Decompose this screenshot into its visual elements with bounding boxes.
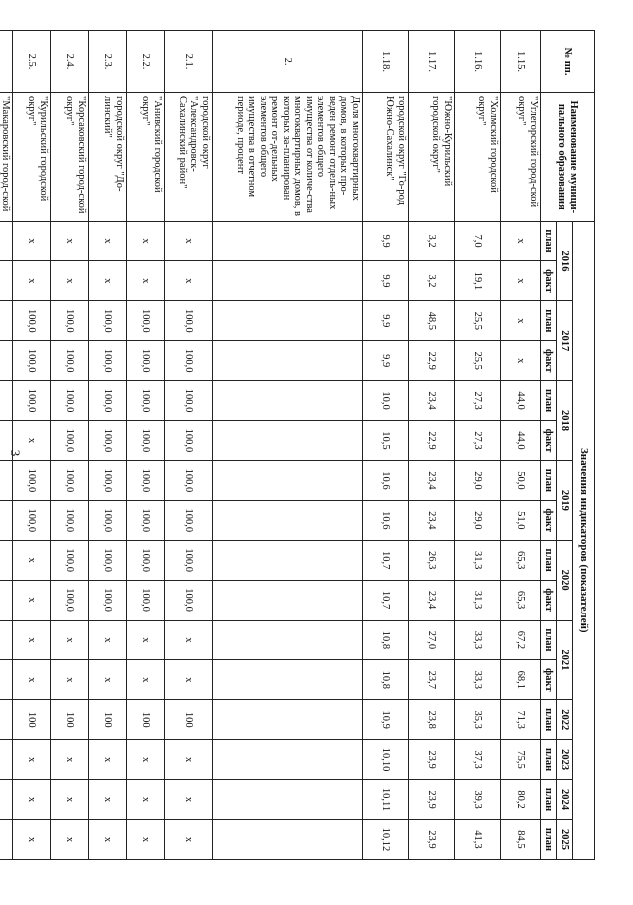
row-name: городской округ "До-линский" bbox=[89, 93, 127, 222]
value-cell: 100,0 bbox=[165, 421, 213, 461]
value-cell bbox=[213, 301, 363, 341]
value-cell: х bbox=[501, 341, 541, 381]
value-cell: 23,4 bbox=[409, 381, 455, 421]
value-cell bbox=[0, 341, 13, 381]
fact-header: факт bbox=[541, 261, 557, 301]
value-cell: х bbox=[127, 620, 165, 660]
value-cell: 10,7 bbox=[363, 540, 409, 580]
year-header: 2019 bbox=[557, 460, 573, 540]
value-cell: 41,3 bbox=[455, 819, 501, 859]
value-cell: 68,1 bbox=[501, 660, 541, 700]
row-name: городской округ "Александровск-Сахалинский район" bbox=[165, 93, 213, 222]
row-number: 1.16. bbox=[455, 31, 501, 93]
value-cell: 22,9 bbox=[409, 421, 455, 461]
year-header: 2016 bbox=[557, 221, 573, 301]
table-row bbox=[165, 31, 213, 860]
year-header: 2017 bbox=[557, 301, 573, 381]
value-cell: х bbox=[51, 221, 89, 261]
value-cell bbox=[213, 620, 363, 660]
plan-header: план bbox=[541, 620, 557, 660]
value-cell: 10,8 bbox=[363, 660, 409, 700]
rotated-table-wrapper bbox=[0, 30, 595, 860]
row-name: "Холмский городской округ" bbox=[455, 93, 501, 222]
value-cell: 7,0 bbox=[455, 221, 501, 261]
plan-header: план bbox=[541, 540, 557, 580]
value-cell: 10,5 bbox=[363, 421, 409, 461]
value-cell: 23,9 bbox=[409, 740, 455, 780]
value-cell: х bbox=[127, 221, 165, 261]
value-cell: 23,8 bbox=[409, 700, 455, 740]
value-cell: х bbox=[165, 660, 213, 700]
value-cell: 100,0 bbox=[89, 580, 127, 620]
row-name: "Анивский городской округ" bbox=[127, 93, 165, 222]
value-cell: 100,0 bbox=[165, 500, 213, 540]
year-header: 2018 bbox=[557, 381, 573, 461]
value-cell: 100,0 bbox=[127, 540, 165, 580]
value-cell: 100 bbox=[165, 700, 213, 740]
row-name: городской округ "Го-род Южно-Сахалинск" bbox=[363, 93, 409, 222]
plan-header: план bbox=[541, 221, 557, 261]
value-cell bbox=[0, 261, 13, 301]
value-cell: 100,0 bbox=[127, 381, 165, 421]
value-cell: х bbox=[13, 580, 51, 620]
table-row bbox=[501, 31, 541, 860]
value-cell: 9,9 bbox=[363, 301, 409, 341]
value-cell: 23,9 bbox=[409, 819, 455, 859]
value-cell: 23,4 bbox=[409, 500, 455, 540]
row-number: 2. bbox=[213, 31, 363, 93]
value-cell: 39,3 bbox=[455, 780, 501, 820]
value-cell: 100,0 bbox=[51, 540, 89, 580]
value-cell: х bbox=[165, 740, 213, 780]
value-cell: 9,9 bbox=[363, 341, 409, 381]
value-cell: 25,5 bbox=[455, 301, 501, 341]
value-cell: 100,0 bbox=[127, 580, 165, 620]
year-header: 2021 bbox=[557, 620, 573, 700]
value-cell: 48,5 bbox=[409, 301, 455, 341]
value-cell: х bbox=[501, 261, 541, 301]
row-number bbox=[0, 31, 13, 93]
table-row bbox=[363, 31, 409, 860]
value-cell: 100,0 bbox=[89, 381, 127, 421]
value-cell: х bbox=[165, 620, 213, 660]
value-cell: 71,3 bbox=[501, 700, 541, 740]
value-cell: х bbox=[501, 301, 541, 341]
value-cell: 100 bbox=[89, 700, 127, 740]
value-cell: 100,0 bbox=[51, 500, 89, 540]
table-row bbox=[89, 31, 127, 860]
table-row bbox=[13, 31, 51, 860]
value-cell: х bbox=[13, 620, 51, 660]
row-name: "Макаровский город-ской bbox=[0, 93, 13, 222]
value-cell bbox=[213, 221, 363, 261]
value-cell: 65,3 bbox=[501, 540, 541, 580]
value-cell: 37,3 bbox=[455, 740, 501, 780]
value-cell bbox=[0, 740, 13, 780]
value-cell: 100,0 bbox=[13, 381, 51, 421]
value-cell bbox=[213, 381, 363, 421]
value-cell bbox=[0, 421, 13, 461]
header-values: Значения индикаторов (показателей) bbox=[573, 221, 595, 859]
value-cell: х bbox=[165, 819, 213, 859]
row-number: 2.1. bbox=[165, 31, 213, 93]
fact-header: факт bbox=[541, 500, 557, 540]
plan-header: план bbox=[541, 301, 557, 341]
value-cell: х bbox=[89, 819, 127, 859]
value-cell bbox=[213, 261, 363, 301]
value-cell bbox=[213, 700, 363, 740]
year-header: 2025 bbox=[557, 819, 573, 859]
value-cell: 100,0 bbox=[89, 341, 127, 381]
table-row bbox=[213, 31, 363, 860]
value-cell: 100,0 bbox=[165, 580, 213, 620]
value-cell: 50,0 bbox=[501, 460, 541, 500]
value-cell: 19,1 bbox=[455, 261, 501, 301]
value-cell: 84,5 bbox=[501, 819, 541, 859]
value-cell: 100,0 bbox=[127, 460, 165, 500]
value-cell: х bbox=[13, 780, 51, 820]
value-cell: 44,0 bbox=[501, 381, 541, 421]
value-cell bbox=[0, 301, 13, 341]
value-cell: 100,0 bbox=[89, 421, 127, 461]
value-cell: х bbox=[127, 740, 165, 780]
value-cell: 100,0 bbox=[165, 301, 213, 341]
table-row bbox=[127, 31, 165, 860]
value-cell: 100,0 bbox=[127, 421, 165, 461]
value-cell: 23,4 bbox=[409, 460, 455, 500]
plan-header: план bbox=[541, 740, 557, 780]
value-cell: х bbox=[127, 780, 165, 820]
value-cell: х bbox=[13, 740, 51, 780]
value-cell bbox=[213, 421, 363, 461]
value-cell: 100,0 bbox=[165, 381, 213, 421]
value-cell bbox=[213, 819, 363, 859]
value-cell bbox=[0, 660, 13, 700]
value-cell: 100,0 bbox=[51, 421, 89, 461]
page-number: 3 bbox=[8, 449, 23, 457]
value-cell: 9,9 bbox=[363, 221, 409, 261]
indicator-table bbox=[0, 30, 595, 860]
year-header: 2024 bbox=[557, 780, 573, 820]
value-cell: 67,2 bbox=[501, 620, 541, 660]
table-row bbox=[455, 31, 501, 860]
value-cell: х bbox=[89, 740, 127, 780]
value-cell bbox=[213, 500, 363, 540]
year-header: 2022 bbox=[557, 700, 573, 740]
value-cell: 23,7 bbox=[409, 660, 455, 700]
value-cell bbox=[213, 740, 363, 780]
table-body bbox=[0, 31, 541, 860]
value-cell bbox=[213, 780, 363, 820]
value-cell: 75,5 bbox=[501, 740, 541, 780]
value-cell: 100 bbox=[13, 700, 51, 740]
value-cell: х bbox=[89, 660, 127, 700]
row-name: "Южно-Курильский городской округ" bbox=[409, 93, 455, 222]
value-cell: 100,0 bbox=[165, 540, 213, 580]
value-cell bbox=[0, 700, 13, 740]
value-cell: х bbox=[501, 221, 541, 261]
value-cell: 100,0 bbox=[89, 540, 127, 580]
value-cell: х bbox=[89, 620, 127, 660]
row-name: "Курильский городской округ" bbox=[13, 93, 51, 222]
value-cell: х bbox=[13, 421, 51, 461]
row-name: "Корсаковский город-ской округ" bbox=[51, 93, 89, 222]
value-cell: 100,0 bbox=[13, 500, 51, 540]
value-cell: х bbox=[51, 620, 89, 660]
value-cell: х bbox=[89, 261, 127, 301]
value-cell: х bbox=[51, 740, 89, 780]
value-cell: 100,0 bbox=[51, 580, 89, 620]
value-cell bbox=[0, 460, 13, 500]
value-cell: х bbox=[165, 261, 213, 301]
value-cell: х bbox=[127, 261, 165, 301]
value-cell: х bbox=[13, 261, 51, 301]
value-cell: 100,0 bbox=[13, 341, 51, 381]
plan-header: план bbox=[541, 700, 557, 740]
value-cell: 100,0 bbox=[51, 460, 89, 500]
value-cell: 80,2 bbox=[501, 780, 541, 820]
value-cell: 25,5 bbox=[455, 341, 501, 381]
value-cell: х bbox=[51, 819, 89, 859]
header-num: № пп. bbox=[541, 31, 595, 93]
row-number: 2.2. bbox=[127, 31, 165, 93]
plan-header: план bbox=[541, 780, 557, 820]
value-cell bbox=[213, 580, 363, 620]
value-cell: 27,3 bbox=[455, 421, 501, 461]
value-cell: х bbox=[51, 261, 89, 301]
fact-header: факт bbox=[541, 660, 557, 700]
value-cell: 31,3 bbox=[455, 580, 501, 620]
value-cell: 27,3 bbox=[455, 381, 501, 421]
value-cell bbox=[0, 620, 13, 660]
value-cell: х bbox=[13, 660, 51, 700]
value-cell: 100,0 bbox=[89, 500, 127, 540]
value-cell: 10,6 bbox=[363, 500, 409, 540]
value-cell bbox=[0, 540, 13, 580]
table-row bbox=[51, 31, 89, 860]
value-cell: 10,7 bbox=[363, 580, 409, 620]
value-cell: х bbox=[13, 540, 51, 580]
value-cell: 10,6 bbox=[363, 460, 409, 500]
fact-header: факт bbox=[541, 341, 557, 381]
value-cell: 10,10 bbox=[363, 740, 409, 780]
value-cell: 100,0 bbox=[127, 341, 165, 381]
value-cell: х bbox=[89, 780, 127, 820]
row-name: Доля многоквартирных домов, в которых про-веден ремонт отдель-ных элементов общего имущества от количе-ства многоквартирных домов, в которых за-планирован ремонт от-дельных элементов общего имущества в отчетном периоде, процент bbox=[213, 93, 363, 222]
value-cell bbox=[0, 819, 13, 859]
table-row bbox=[0, 31, 13, 860]
row-number: 2.5. bbox=[13, 31, 51, 93]
row-number: 1.17. bbox=[409, 31, 455, 93]
value-cell: х bbox=[51, 780, 89, 820]
value-cell: 33,3 bbox=[455, 660, 501, 700]
value-cell: 100,0 bbox=[165, 460, 213, 500]
value-cell bbox=[213, 341, 363, 381]
value-cell: 100 bbox=[51, 700, 89, 740]
value-cell: 10,0 bbox=[363, 381, 409, 421]
value-cell: х bbox=[127, 660, 165, 700]
value-cell: х bbox=[13, 819, 51, 859]
value-cell bbox=[0, 580, 13, 620]
value-cell: 51,0 bbox=[501, 500, 541, 540]
value-cell: х bbox=[89, 221, 127, 261]
value-cell: 23,9 bbox=[409, 780, 455, 820]
value-cell: х bbox=[13, 221, 51, 261]
fact-header: факт bbox=[541, 421, 557, 461]
value-cell: 27,0 bbox=[409, 620, 455, 660]
value-cell: 44,0 bbox=[501, 421, 541, 461]
value-cell: х bbox=[127, 819, 165, 859]
value-cell: х bbox=[165, 780, 213, 820]
year-header: 2020 bbox=[557, 540, 573, 620]
value-cell: 100,0 bbox=[89, 301, 127, 341]
value-cell: х bbox=[165, 221, 213, 261]
value-cell: 3,2 bbox=[409, 221, 455, 261]
row-number: 2.3. bbox=[89, 31, 127, 93]
value-cell: 9,9 bbox=[363, 261, 409, 301]
value-cell: 100,0 bbox=[13, 460, 51, 500]
value-cell: 35,3 bbox=[455, 700, 501, 740]
value-cell bbox=[0, 221, 13, 261]
fact-header: факт bbox=[541, 580, 557, 620]
row-number: 1.18. bbox=[363, 31, 409, 93]
value-cell bbox=[0, 381, 13, 421]
header-name: Наименование муници-пального образования bbox=[541, 93, 595, 222]
value-cell: 22,9 bbox=[409, 341, 455, 381]
year-header: 2023 bbox=[557, 740, 573, 780]
value-cell: 100,0 bbox=[127, 500, 165, 540]
value-cell: 100,0 bbox=[165, 341, 213, 381]
value-cell: 100,0 bbox=[89, 460, 127, 500]
value-cell: 10,9 bbox=[363, 700, 409, 740]
value-cell: х bbox=[51, 660, 89, 700]
value-cell: 100 bbox=[127, 700, 165, 740]
value-cell: 100,0 bbox=[127, 301, 165, 341]
row-number: 1.15. bbox=[501, 31, 541, 93]
value-cell: 29,0 bbox=[455, 500, 501, 540]
value-cell: 10,12 bbox=[363, 819, 409, 859]
value-cell bbox=[213, 660, 363, 700]
value-cell: 29,0 bbox=[455, 460, 501, 500]
value-cell: 100,0 bbox=[51, 301, 89, 341]
value-cell: 100,0 bbox=[51, 341, 89, 381]
value-cell: 10,8 bbox=[363, 620, 409, 660]
value-cell: 33,3 bbox=[455, 620, 501, 660]
value-cell: 65,3 bbox=[501, 580, 541, 620]
value-cell: 100,0 bbox=[51, 381, 89, 421]
plan-header: план bbox=[541, 460, 557, 500]
plan-header: план bbox=[541, 381, 557, 421]
value-cell bbox=[213, 460, 363, 500]
value-cell bbox=[0, 500, 13, 540]
value-cell bbox=[0, 780, 13, 820]
row-name: "Углегорский город-ской округ" bbox=[501, 93, 541, 222]
plan-header: план bbox=[541, 819, 557, 859]
value-cell: 26,3 bbox=[409, 540, 455, 580]
value-cell: 23,4 bbox=[409, 580, 455, 620]
value-cell: 100,0 bbox=[13, 301, 51, 341]
value-cell bbox=[213, 540, 363, 580]
value-cell: 31,3 bbox=[455, 540, 501, 580]
value-cell: 10,11 bbox=[363, 780, 409, 820]
table-row bbox=[409, 31, 455, 860]
row-number: 2.4. bbox=[51, 31, 89, 93]
value-cell: 3,2 bbox=[409, 261, 455, 301]
